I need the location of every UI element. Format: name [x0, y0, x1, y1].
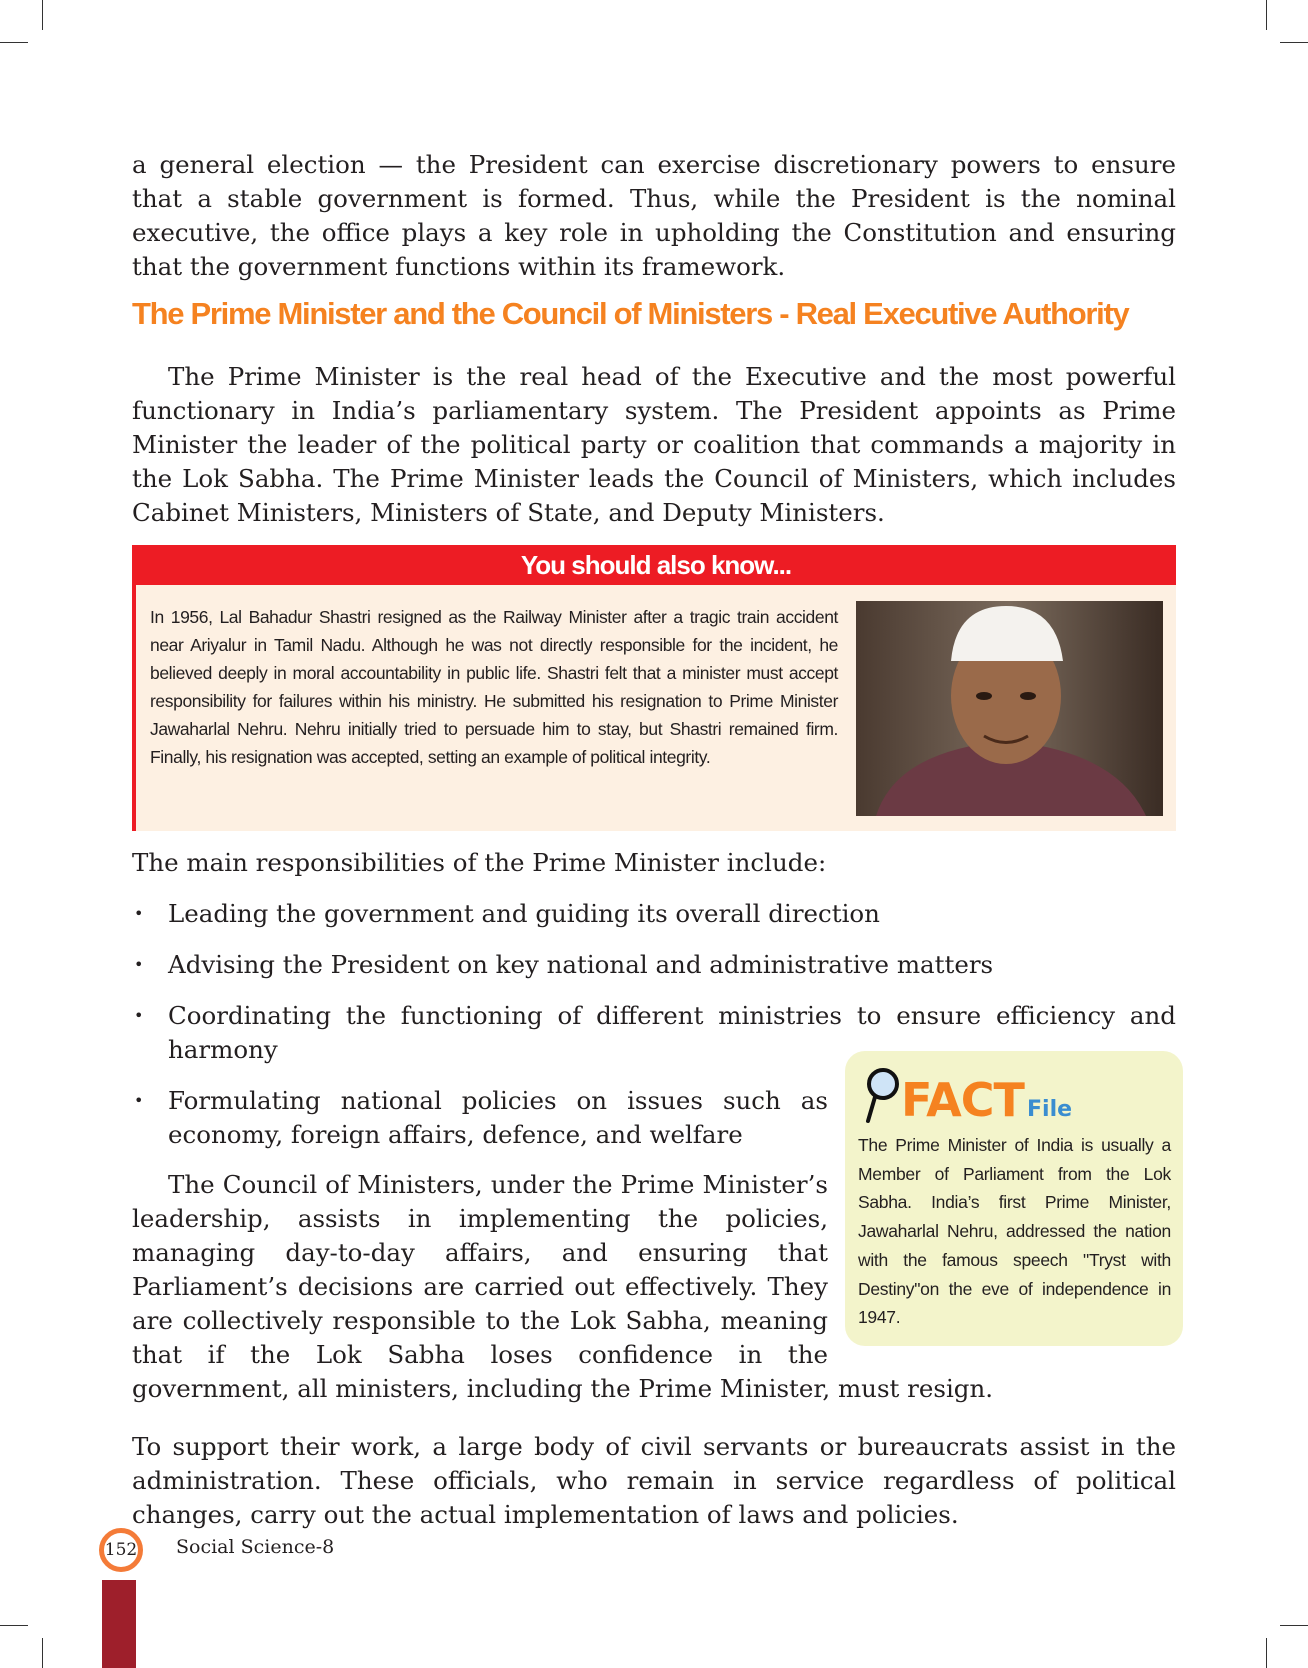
list-item: • Coordinating the functioning of different ministries to ensure efficiency and harmony [134, 1001, 1176, 1064]
pm-paragraph: The Prime Minister is the real head of the Executive and the most powerful functionary in India’s parliamentary system. The President appoints as Prime Minister the leader of the political party or coalition that commands a majority in the Lok Sabha. The Prime Minister leads the Council of Ministers, which includes Cabinet Ministers, Ministers of State, and Deputy Ministers. [132, 362, 1176, 527]
footer-bar [102, 1580, 136, 1668]
council-paragraph-end: government, all ministers, including the Prime Minister, must resign. [132, 1374, 994, 1403]
crop-mark [1280, 42, 1308, 43]
book-title: Social Science-8 [176, 1536, 335, 1558]
fact-subtitle: File [1027, 1097, 1073, 1122]
fact-file-box [845, 1051, 1183, 1346]
list-item: • Formulating national policies on issues such as economy, foreign affairs, defence, and welfare [134, 1086, 828, 1149]
list-item: • Advising the President on key national and administrative matters [132, 948, 1176, 982]
shastri-portrait-image [856, 601, 1163, 816]
civil-servants-paragraph: To support their work, a large body of civil servants or bureaucrats assist in the administration. These officials, who remain in service regardless of political changes, carry out the actual implementation of laws and policies. [132, 1432, 1176, 1529]
crop-mark [1280, 1625, 1308, 1626]
section-heading: The Prime Minister and the Council of Ministers - Real Executive Authority [132, 296, 1129, 331]
council-paragraph: The Council of Ministers, under the Prime Minister’s leadership, assists in implementing the policies, managing day-to-day affairs, and ensuring that Parliament’s decisions are carried out effectively. They are collectively responsible to the Lok Sabha, meaning that if the Lok Sabha loses confidence in the [132, 1170, 828, 1369]
intro-paragraph: a general election — the President can exercise discretionary powers to ensure that a stable government is formed. Thus, while the President is the nominal executive, the office plays a key role in upholding the Constitution and ensuring that the government functions within its framework. [132, 150, 1176, 281]
know-box-text: In 1956, Lal Bahadur Shastri resigned as the Railway Minister after a tragic train accident near Ariyalur in Tamil Nadu. Although he was not directly responsible for the incident, he believed deeply in moral accountability in public life. Shastri felt that a minister must accept responsibility for failures within his ministry. He submitted his resignation to Prime Minister Jawaharlal Nehru. Nehru initially tried to persuade him to stay, but Shastri remained firm. Finally, his resignation was accepted, setting an example of political integrity. [150, 607, 838, 767]
responsibilities-intro: The main responsibilities of the Prime Minister include: [132, 848, 827, 877]
page-number: 152 [99, 1528, 143, 1572]
list-item: • Leading the government and guiding its overall direction [132, 897, 1176, 931]
bullet-icon: • [134, 1091, 144, 1110]
fact-text: The Prime Minister of India is usually a Member of Parliament from the Lok Sabha. India’s first Prime Minister, Jawaharlal Nehru, addressed the nation with the famous speech "Tryst with Destiny"on the eve of independence in 1947. [858, 1135, 1171, 1328]
crop-mark [0, 1625, 28, 1626]
bullet-icon: • [134, 1006, 144, 1025]
magnifier-icon [861, 1067, 901, 1125]
bullet-icon: • [134, 904, 144, 923]
bullet-icon: • [134, 955, 144, 974]
crop-mark [0, 42, 28, 43]
crop-mark [1266, 1638, 1267, 1668]
you-should-also-know-box [132, 545, 1176, 831]
fact-title: FACT [901, 1073, 1024, 1127]
know-box-title: You should also know... [136, 545, 1176, 585]
crop-mark [1266, 0, 1267, 30]
crop-mark [42, 1638, 43, 1668]
crop-mark [42, 0, 43, 30]
